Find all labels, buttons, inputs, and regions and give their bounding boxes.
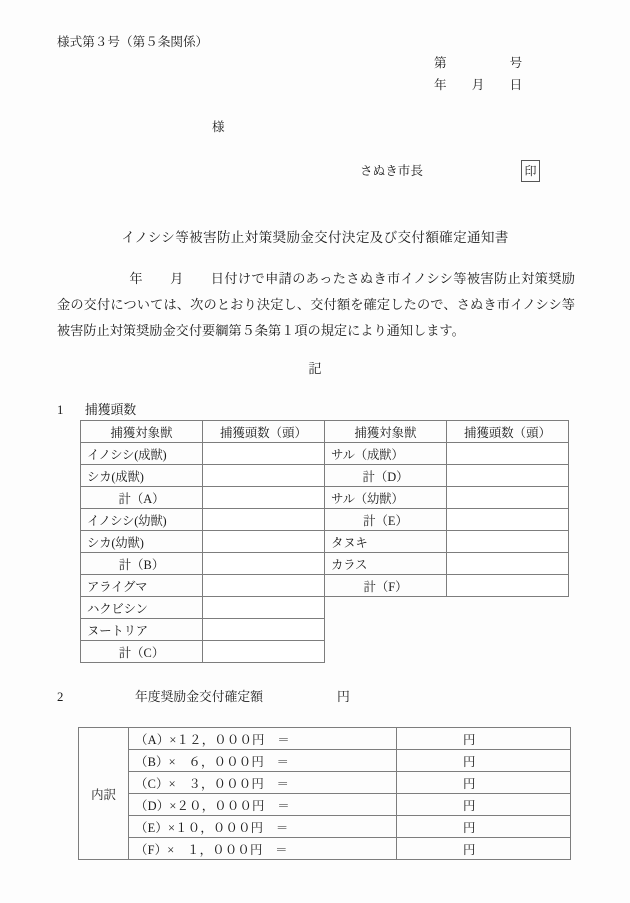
capture-count-input[interactable]	[203, 553, 325, 575]
capture-target-name: アライグマ	[81, 575, 203, 597]
table-row	[79, 838, 571, 860]
document-number-field[interactable]: 第 号	[434, 56, 523, 70]
capture-table-body	[81, 443, 569, 663]
capture-count-input[interactable]	[203, 487, 325, 509]
table-row	[81, 597, 569, 619]
table-row	[81, 641, 569, 663]
section-2-unit: 円	[336, 690, 350, 704]
capture-count-input[interactable]	[447, 465, 569, 487]
table-row	[79, 750, 571, 772]
document-title: イノシシ等被害防止対策奨励金交付決定及び交付額確定通知書	[121, 230, 509, 245]
capture-count-input[interactable]	[447, 443, 569, 465]
breakdown-table-body	[79, 728, 571, 860]
addressee-field[interactable]: 様	[212, 120, 225, 134]
capture-target-name: 計（E）	[325, 509, 447, 531]
capture-count-input[interactable]	[203, 531, 325, 553]
seal-stamp-box: 印	[521, 160, 540, 182]
breakdown-amount-input[interactable]: 円	[397, 772, 571, 794]
capture-target-name: タヌキ	[325, 531, 447, 553]
capture-count-input[interactable]	[203, 619, 325, 641]
capture-count-input[interactable]	[447, 509, 569, 531]
capture-col-target-right: 捕獲対象獣	[325, 421, 447, 443]
table-row	[81, 575, 569, 597]
capture-target-name: シカ(成獣)	[81, 465, 203, 487]
capture-count-input[interactable]	[203, 509, 325, 531]
section-2-label: 年度奨励金交付確定額	[135, 690, 263, 704]
capture-target-name: サル（幼獣）	[325, 487, 447, 509]
empty-cell	[325, 597, 447, 619]
empty-cell	[447, 641, 569, 663]
breakdown-table	[78, 727, 571, 860]
capture-target-name: イノシシ(成獣)	[81, 443, 203, 465]
breakdown-amount-input[interactable]: 円	[397, 794, 571, 816]
capture-count-input[interactable]	[447, 487, 569, 509]
breakdown-amount-input[interactable]: 円	[397, 816, 571, 838]
form-code-label: 様式第３号（第５条関係）	[57, 35, 209, 49]
table-row	[79, 728, 571, 750]
breakdown-amount-input[interactable]: 円	[397, 838, 571, 860]
capture-count-input[interactable]	[203, 575, 325, 597]
capture-count-input[interactable]	[447, 553, 569, 575]
capture-count-input[interactable]	[203, 465, 325, 487]
table-row	[81, 553, 569, 575]
capture-target-name: 計（D）	[325, 465, 447, 487]
table-row	[81, 509, 569, 531]
empty-cell	[447, 619, 569, 641]
breakdown-formula: （A）×１２，０００円 ＝	[129, 728, 397, 750]
section-1-number: 1	[57, 403, 64, 417]
capture-target-name: カラス	[325, 553, 447, 575]
capture-target-name: ヌートリア	[81, 619, 203, 641]
body-paragraph-text: 年 月 日付けで申請のあったさぬき市イノシシ等被害防止対策奨励金の交付については、次のとおり決定し、交付額を確定したので、さぬき市イノシシ等被害防止対策奨励金交付要綱第５条第１項の規定により通知します。	[57, 271, 575, 338]
capture-count-input[interactable]	[203, 641, 325, 663]
section-2-number: 2	[57, 690, 64, 704]
empty-cell	[325, 619, 447, 641]
capture-target-name: イノシシ(幼獣)	[81, 509, 203, 531]
table-row	[81, 619, 569, 641]
breakdown-formula: （B）× ６，０００円 ＝	[129, 750, 397, 772]
capture-count-input[interactable]	[447, 531, 569, 553]
breakdown-amount-input[interactable]: 円	[397, 728, 571, 750]
issuer-name: さぬき市長	[360, 164, 423, 178]
table-row	[81, 531, 569, 553]
table-row	[79, 794, 571, 816]
capture-target-name: 計（C）	[81, 641, 203, 663]
capture-col-count-right: 捕獲頭数（頭）	[447, 421, 569, 443]
section-1-heading	[57, 399, 136, 418]
table-row	[79, 772, 571, 794]
section-2-heading	[57, 686, 350, 705]
table-row	[81, 443, 569, 465]
capture-target-name: シカ(幼獣)	[81, 531, 203, 553]
capture-count-input[interactable]	[447, 575, 569, 597]
table-row	[79, 816, 571, 838]
breakdown-formula: （E）×１０，０００円 ＝	[129, 816, 397, 838]
ki-marker: 記	[308, 361, 322, 376]
empty-cell	[325, 641, 447, 663]
breakdown-label: 内訳	[79, 728, 129, 860]
empty-cell	[447, 597, 569, 619]
body-paragraph	[57, 266, 575, 344]
breakdown-amount-input[interactable]: 円	[397, 750, 571, 772]
capture-count-table	[80, 420, 569, 663]
breakdown-formula: （C）× ３，０００円 ＝	[129, 772, 397, 794]
table-row	[81, 465, 569, 487]
capture-target-name: 計（F）	[325, 575, 447, 597]
capture-col-target-left: 捕獲対象獣	[81, 421, 203, 443]
breakdown-formula: （F）× １，０００円 ＝	[129, 838, 397, 860]
capture-count-input[interactable]	[203, 443, 325, 465]
document-date-field[interactable]: 年 月 日	[434, 78, 523, 92]
capture-target-name: 計（B）	[81, 553, 203, 575]
capture-count-input[interactable]	[203, 597, 325, 619]
breakdown-formula: （D）×２０，０００円 ＝	[129, 794, 397, 816]
table-row	[81, 487, 569, 509]
capture-table-header-row	[81, 421, 569, 443]
capture-target-name: サル（成獣）	[325, 443, 447, 465]
capture-target-name: ハクビシン	[81, 597, 203, 619]
capture-target-name: 計（A）	[81, 487, 203, 509]
capture-col-count-left: 捕獲頭数（頭）	[203, 421, 325, 443]
section-1-label: 捕獲頭数	[85, 403, 137, 417]
